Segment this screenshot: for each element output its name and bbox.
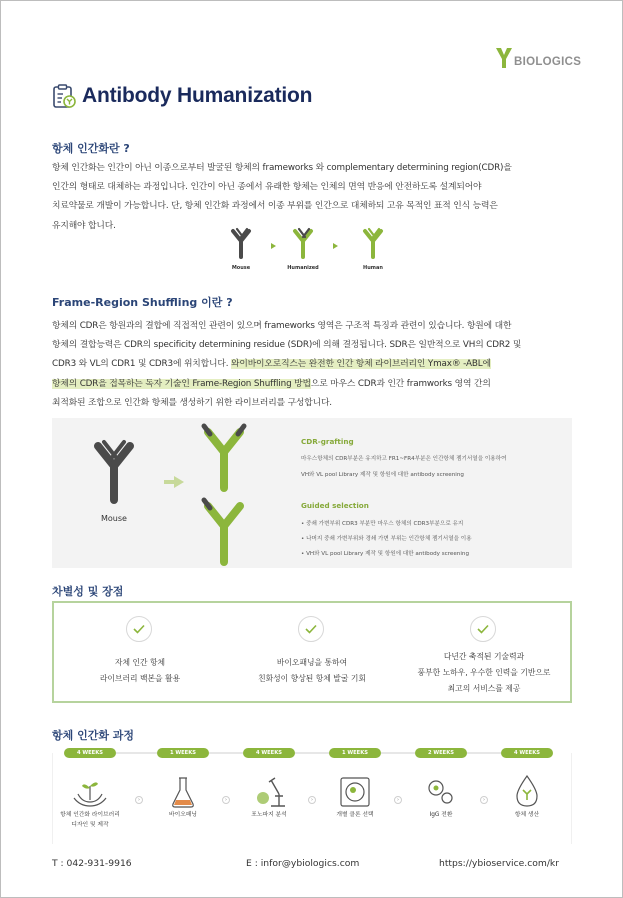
chevron-right-icon: › bbox=[135, 796, 143, 804]
section2-line: 항체의 결합능력은 CDR의 specificity determining residue (SDR)에 의해 결정됩니다. SDR은 일반적으로 VH의 CDR2 및 bbox=[52, 340, 522, 351]
page-title: Antibody Humanization bbox=[82, 84, 313, 107]
antibody-label-human: Human bbox=[363, 265, 383, 271]
advantage-item bbox=[226, 603, 398, 701]
weeks-badge: 4 WEEKS bbox=[243, 748, 295, 758]
section-title-advantages: 차별성 및 장점 bbox=[52, 585, 124, 598]
guided-selection-title: Guided selection bbox=[301, 501, 369, 510]
process-step bbox=[56, 744, 124, 844]
antibody-comparison bbox=[229, 227, 399, 273]
section2-paragraph bbox=[52, 317, 572, 413]
footer-url[interactable]: https://ybioservice.com/kr bbox=[439, 858, 560, 869]
process-step bbox=[493, 744, 561, 844]
humanization-figure bbox=[52, 418, 572, 568]
chevron-right-icon: › bbox=[222, 796, 230, 804]
section-title-process: 항체 인간화 과정 bbox=[52, 729, 135, 742]
antibody-label-mouse: Mouse bbox=[231, 265, 251, 271]
section1-line: 인간의 형태로 대체하는 과정입니다. 인간이 아닌 종에서 유래한 항체는 인체의 면역 반응에 안전하도록 설계되어야 bbox=[52, 182, 482, 193]
brand-logo bbox=[495, 47, 581, 69]
hands-plant-icon bbox=[70, 772, 110, 812]
section2-line bbox=[52, 375, 572, 394]
cdr-grafting-line: 마우스항체의 CDR부분은 유지하고 FR1~FR4부분은 인간항체 젬기서열을 이용하여 bbox=[301, 456, 507, 462]
arrow-icon bbox=[174, 476, 184, 488]
footer-phone: T : 042-931-9916 bbox=[52, 858, 132, 869]
cdr-grafting-title: CDR-grafting bbox=[301, 437, 354, 446]
weeks-badge: 1 WEEKS bbox=[157, 748, 209, 758]
section1-line: 항체 인간화는 인간이 아닌 이종으로부터 발굴된 항체의 frameworks 와 complementary determining region(CDR)을 bbox=[52, 163, 512, 173]
advantage-text: 자체 인간 항체 라이브러리 백본을 활용 bbox=[99, 658, 181, 683]
process-step bbox=[407, 744, 475, 844]
check-icon bbox=[298, 616, 324, 642]
step-label: IgG 전환 bbox=[429, 812, 453, 818]
antibody-label-humanized: Humanized bbox=[287, 265, 319, 271]
drop-icon bbox=[507, 772, 547, 812]
figure-label-mouse: Mouse bbox=[101, 514, 127, 523]
arrow-icon bbox=[333, 243, 338, 249]
guided-selection-line: • VH와 VL pool Library 제작 및 항원에 대한 antibody screening bbox=[301, 551, 469, 557]
antibody-comparison-graphic bbox=[229, 227, 399, 263]
advantage-text: 바이오패닝을 통하여 친화성이 향상된 항체 발굴 기회 bbox=[258, 658, 366, 683]
guided-selection-line: • 중쇄 가변부위 CDR3 부분만 마우스 항체의 CDR3부분으로 유지 bbox=[301, 521, 464, 527]
cdr-grafting-antibody-icon bbox=[204, 426, 244, 488]
advantages-box bbox=[52, 601, 572, 703]
weeks-badge: 4 WEEKS bbox=[64, 748, 116, 758]
human-antibody-icon bbox=[365, 229, 381, 257]
weeks-badge: 4 WEEKS bbox=[501, 748, 553, 758]
brand-logo-text: BIOLOGICS bbox=[514, 56, 582, 68]
mouse-antibody-large-icon bbox=[98, 442, 130, 500]
weeks-badge: 1 WEEKS bbox=[329, 748, 381, 758]
footer-email[interactable]: E : infor@ybiologics.com bbox=[246, 858, 360, 869]
flask-icon bbox=[163, 772, 203, 812]
petri-dish-icon bbox=[335, 772, 375, 812]
advantage-text: 다년간 축적된 기술력과 풍부한 노하우, 우수한 인력을 기반으로 최고의 서비스를 제공 bbox=[417, 652, 551, 693]
cdr-grafting-line: VH와 VL pool Library 제작 및 항원에 대한 antibody screening bbox=[301, 472, 464, 478]
guided-selection-antibody-icon bbox=[204, 500, 240, 562]
advantage-item bbox=[398, 603, 570, 701]
section1-line: 유지해야 합니다. bbox=[52, 220, 116, 231]
section1-paragraph bbox=[52, 159, 572, 236]
step-label: 포노파지 분석 bbox=[251, 812, 287, 818]
check-icon bbox=[126, 616, 152, 642]
highlight-text: 와이바이오로직스는 완전한 인간 항체 라이브러리인 Ymax® -ABL에 bbox=[231, 359, 491, 370]
step-label: 바이오패닝 bbox=[169, 812, 197, 818]
step-label: 항체 생산 bbox=[514, 812, 540, 818]
weeks-badge: 2 WEEKS bbox=[415, 748, 467, 758]
section1-line: 치료약물로 개발이 가능합니다. 단, 항체 인간화 과정에서 이종 부위를 인간으로 대체하되 고유 목적인 표적 인식 능력은 bbox=[52, 201, 498, 212]
section2-line: 최적화된 조합으로 인간화 항체를 생성하기 위한 라이브러리를 구성합니다. bbox=[52, 397, 332, 408]
clipboard-antibody-icon bbox=[51, 83, 77, 109]
chevron-right-icon: › bbox=[480, 796, 488, 804]
section-title-frame-region: Frame-Region Shuffling 이란 ? bbox=[52, 296, 233, 309]
chevron-right-icon: › bbox=[308, 796, 316, 804]
process-step bbox=[235, 744, 303, 844]
step-label: 개별 클론 선택 bbox=[336, 812, 374, 818]
title-row bbox=[51, 83, 312, 109]
section2-line bbox=[52, 355, 572, 374]
section-title-humanization: 항체 인간화란 ? bbox=[52, 142, 130, 155]
figure-antibodies-graphic bbox=[52, 418, 292, 568]
advantage-item bbox=[54, 603, 226, 701]
check-icon bbox=[470, 616, 496, 642]
mouse-antibody-icon bbox=[233, 229, 249, 257]
process-step bbox=[321, 744, 389, 844]
process-step bbox=[149, 744, 217, 844]
section2-text: 으로 마우스 CDR과 인간 framworks 영역 간의 bbox=[310, 378, 491, 389]
process-steps bbox=[52, 744, 572, 844]
cells-icon bbox=[421, 772, 461, 812]
section2-line: 항체의 CDR은 항원과의 결합에 직접적인 관련이 있으며 frameworks 영역은 구조적 특징과 관련이 있습니다. 항원에 대한 bbox=[52, 321, 512, 331]
microscope-icon bbox=[249, 772, 289, 812]
brand-logo-icon bbox=[495, 47, 513, 69]
highlight-text: 항체의 CDR을 접목하는 독자 기술인 Frame-Region Shuffling 방법 bbox=[52, 378, 311, 389]
arrow-icon bbox=[271, 243, 276, 249]
humanized-antibody-icon bbox=[295, 229, 311, 257]
guided-selection-line: • 나머지 중쇄 가변부위와 경쇄 가변 부위는 인간항체 젬기서열을 이용 bbox=[301, 536, 472, 542]
chevron-right-icon: › bbox=[394, 796, 402, 804]
section2-text: CDR3 와 VL의 CDR1 및 CDR3에 위치합니다. bbox=[52, 359, 231, 370]
step-label: 항체 인간화 라이브러리 디자인 및 제작 bbox=[60, 812, 120, 828]
